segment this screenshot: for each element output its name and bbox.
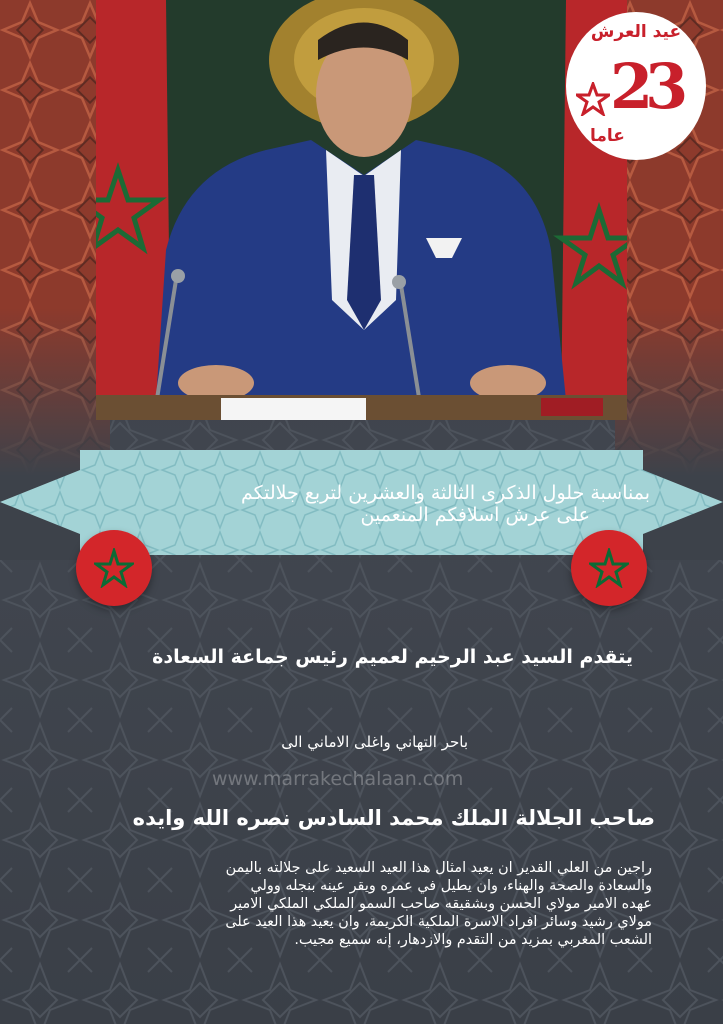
badge-number: 23 — [610, 50, 681, 123]
throne-day-badge — [566, 12, 706, 160]
banner-text — [150, 482, 650, 526]
star-icon — [589, 548, 629, 588]
honoree-line: صاحب الجلالة الملك محمد السادس نصره الله وايده — [132, 806, 655, 830]
banner-line-1: بمناسبة حلول الذكرى الثالثة والعشرين لتربع جلالتكم — [240, 482, 650, 504]
morocco-flag-right — [571, 530, 647, 606]
morocco-flag-left — [76, 530, 152, 606]
banner-line-2: على عرش اسلافكم المنعمين — [360, 504, 590, 526]
watermark: www.marrakechalaan.com — [212, 768, 464, 790]
star-icon — [94, 548, 134, 588]
king-speech-photo — [96, 0, 627, 420]
badge-unit: عاما — [590, 126, 625, 146]
message-paragraph: راجين من العلي القدير ان يعيد امثال هذا العيد السعيد على جلالته باليمن والسعادة والصحة والهناء، وان يطيل في عمره ويقر عينه بنجله وولي عهده الامير مولاي الحسن وبشقيقه صاحب السمو الملكي الملكي الامير مولاي رشيد وسائر افراد الاسرة الملكية الكريمة، وان يعيد هذا العيد على الشعب المغربي بمزيد من التقدم والازدهار، إنه سميع مجيب. — [225, 860, 652, 948]
greeting-line: باحر التهاني واغلى الاماني الى — [281, 733, 468, 751]
star-icon — [576, 82, 610, 116]
presenter-line: يتقدم السيد عبد الرحيم لعميم رئيس جماعة السعادة — [152, 646, 633, 668]
badge-title: عيد العرش — [590, 22, 682, 42]
